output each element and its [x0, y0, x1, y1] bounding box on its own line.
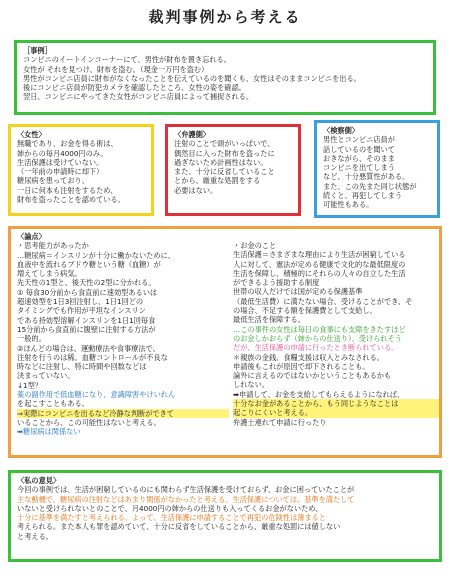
case-line: 後にコンビニ店員が防犯カメラを確認したところ、女性の姿を確認。: [23, 83, 246, 93]
issues-left-line: 薬の副作用で低血糖になり、意識障害やけいれん: [17, 390, 176, 400]
issues-right-line: 論外に言えるのではないかということもあるかも: [233, 371, 392, 381]
issues-right-line: 申請後もこれが原因で却下されることも。: [233, 361, 370, 371]
case-line: 男性がコンビニ店員に財布がなくなったことを伝えているのを聞くも、女性はそのままコンビニを出る。: [23, 73, 361, 83]
opinion-line: 考えられる。また本人も罪を認めていて、十分に反省をしていることから、厳重な処罰には値しない: [17, 522, 341, 532]
issues-left-line: いることから、この可能性はないと考える。: [17, 417, 161, 427]
opinion-line: 主な動機で、糖尿病の注射などはあまり関係がなかったと考える。生活保護については、基準を満たして: [17, 494, 355, 504]
issues-right-line: だが、生活保護の申請に行ったとき断られている。: [233, 343, 399, 353]
issues-right-line: 生活を保障し、積極的にそれらの人々の自立した生活: [233, 268, 406, 278]
woman-line: （一年前の申請時に却下）: [17, 167, 104, 177]
case-heading: ［事例］: [23, 46, 52, 55]
woman-line: 姉からの毎月4000円のみ。: [17, 148, 108, 158]
issues-left-line: 一般的。: [17, 334, 46, 344]
issues-right-line: 生活保護＝さまざまな理由により生活が困窮している: [233, 250, 406, 260]
woman-line: 糖尿病を患っており、: [17, 176, 89, 186]
prosecution-line: 男性とコンビニ店員が: [323, 135, 395, 145]
defense-box: [165, 124, 301, 216]
opinion-line: いないと受けられないとのことで、月4000円の姉からの仕送りも入ってくるお金がないため、: [17, 503, 323, 513]
defense-line: 注射のことで頭がいっぱいで、: [174, 139, 275, 149]
prosecution-line: など、十分悪質性がある。: [323, 172, 410, 182]
prosecution-line: コンビニを出てしまう: [323, 163, 395, 173]
issues-left-line: 決まっていない。: [17, 371, 75, 381]
issues-box: [8, 226, 442, 458]
issues-right-line: しれない。: [233, 380, 269, 390]
issues-right-line: 弁護士連れて申請に行ったり: [233, 417, 327, 427]
issues-right-line: 起こりにくいと考える。: [233, 408, 442, 417]
defense-line: 過ぎないため計画性はない。: [174, 157, 268, 167]
issues-left-line: ⇒実際にコンビニを出るなど冷静な判断ができて: [17, 409, 229, 418]
issues-left-line: 15分前から食直前に腹壁に注射する方法が: [17, 324, 156, 334]
issues-left-line: ②ほんどの場合は、運動療法や食事療法で、: [17, 343, 160, 353]
woman-heading: 〈女性〉: [17, 130, 46, 139]
opinion-line: と考える。: [17, 531, 53, 541]
issues-left-line: 増えてしまう病気。: [17, 269, 82, 279]
issues-right-line: の場合、不足する額を保護費として支給し、: [233, 306, 377, 316]
page-title: 裁判事例から考える: [148, 8, 302, 26]
issues-left-line: タイミングでも作用が平坦なインスリン: [17, 306, 146, 316]
issues-left-line: 時などに注射し、特に時間や回数などは: [17, 362, 147, 372]
issues-right-line: ・お金のこと: [233, 241, 277, 250]
opinion-heading: 〈私の意見〉: [17, 476, 61, 485]
woman-box: [8, 124, 154, 216]
prosecution-box: [314, 120, 440, 218]
issues-right-line: …この事件の女性は毎日の食事にも支障をきたすほど: [233, 324, 406, 334]
issues-left-line: ↓1型？: [17, 380, 42, 390]
issues-right-line: ＊親族の金銭、食糧支援は収入とみなされる。: [233, 352, 384, 362]
prosecution-line: また、この先また同じ状態が: [323, 181, 417, 191]
issues-right-column: [233, 232, 442, 427]
issues-right-line: 最低生活を保障する。: [233, 315, 305, 325]
issues-right-line: 十分なお金があることから、もう同じようなことは: [233, 399, 442, 408]
woman-line: 生活保護は受けていない。: [17, 157, 104, 167]
issues-right-line: ができるよう援助する制度: [233, 278, 320, 288]
case-line: コンビニのイートインコーナーにて、男性が財布を置き忘れる。: [23, 55, 231, 65]
defense-line: とから、厳重な処罰をする: [174, 176, 261, 186]
issues-left-line: ・思考能力があったか: [17, 241, 89, 251]
issues-right-line: ➡申請して、お金を支給してもらえるようになれば、: [233, 389, 405, 399]
issues-left-line: …糖尿病＝インスリンが十分に働かないために、: [17, 250, 175, 260]
opinion-line: 今回の事例では、生活が困窮しているのにも関わらず生活保護を受けておらず、お金に困っていたことが: [17, 485, 355, 495]
opinion-box: [8, 470, 442, 562]
defense-line: また、十分に反省していること: [174, 167, 275, 177]
prosecution-line: おきながら、そのまま: [323, 153, 395, 163]
issues-left-line: ① 毎食30分前から食直前に速効型あるいは: [17, 287, 158, 297]
prosecution-line: 続くと、再犯してしまう: [323, 191, 403, 201]
woman-line: 財布を盗ったことを認めている。: [17, 195, 125, 205]
opinion-line: 十分に基準を満たすと考えられる。よって、生活保護に申請することで再犯の危険性は薄まると: [17, 513, 326, 523]
prosecution-line: 話しているのを聞いて: [323, 144, 395, 154]
issues-left-line: 先天性の1型と、後天性の2型に分かれる。: [17, 278, 156, 288]
issues-heading: 〈論点〉: [17, 232, 46, 241]
issues-right-line: 世帯の収入だけでは国が定める保護基準: [233, 287, 363, 297]
issues-left-line: 注射を行うのは稀。血糖コントロールが不良な: [17, 352, 168, 362]
issues-left-line: 血液中を流れるブドウ糖という糖（血糖）が: [17, 259, 161, 269]
issues-left-line: ➡糖尿病は関係ない: [17, 427, 81, 437]
issues-left-line: 超速効型を1日3回注射し、1日1回どの: [17, 297, 144, 307]
issues-right-line: 人に対して、憲法が定める健康で文化的な最低限度の: [233, 259, 406, 269]
prosecution-heading: 〈検察側〉: [323, 126, 359, 135]
issues-left-line: である持効型溶解インスリンを1日1回毎食: [17, 315, 156, 325]
woman-line: 無職であり、お金を得る術は、: [17, 139, 118, 149]
defense-line: 必要はない。: [174, 185, 218, 195]
defense-line: 偶然目に入った財布を盗ったに: [174, 148, 275, 158]
prosecution-line: 可能性もある。: [323, 200, 374, 210]
issues-right-line: のお金しかおらず（姉からの仕送り）、受けられそう: [233, 333, 402, 343]
issues-right-line: （最低生活費）に満たない場合、受けることができ、そ: [233, 296, 413, 306]
issues-left-column: [17, 232, 229, 437]
case-box: [14, 40, 436, 115]
woman-line: 一日に何本も注射をするため、: [17, 185, 118, 195]
case-line: 女性が それを見つけ、財布を盗む。（現金一万円を盗む）: [23, 64, 209, 74]
issues-left-line: を起こすこともある。: [17, 399, 89, 409]
case-line: 翌日、コンビニにやってきた女性がコンビニ店員によって捕捉される。: [23, 92, 254, 102]
defense-heading: 〈弁護側〉: [174, 130, 210, 139]
